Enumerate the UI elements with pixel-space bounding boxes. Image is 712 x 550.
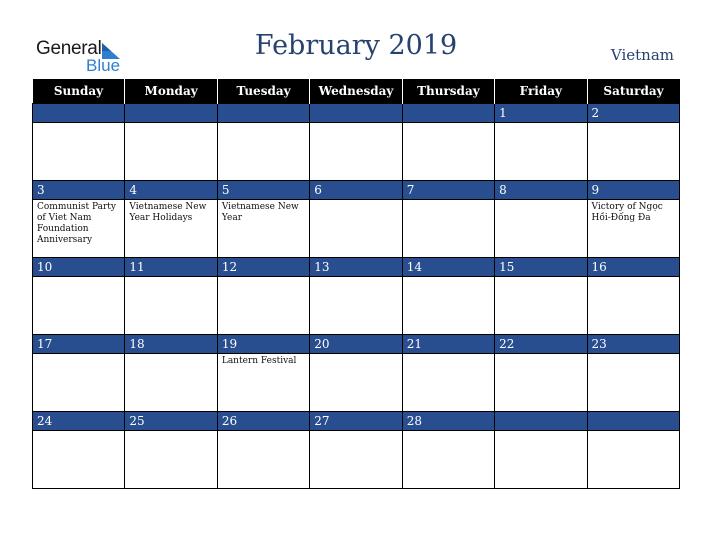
day-number: 3 (33, 181, 124, 200)
weekday-saturday: Saturday (587, 79, 679, 104)
calendar-day-cell[interactable] (33, 181, 125, 258)
holiday-label (218, 123, 309, 125)
weekday-sunday: Sunday (33, 79, 125, 104)
day-number: 2 (588, 104, 679, 123)
calendar-day-cell[interactable] (402, 412, 494, 489)
day-number: 10 (33, 258, 124, 277)
day-number: 4 (125, 181, 216, 200)
calendar-day-cell[interactable] (310, 335, 402, 412)
weekday-friday: Friday (495, 79, 587, 104)
holiday-label (125, 431, 216, 433)
page-title: February 2019 (254, 30, 458, 61)
calendar-day-cell[interactable] (217, 181, 309, 258)
day-number: 6 (310, 181, 401, 200)
holiday-label (495, 277, 586, 279)
calendar-day-cell[interactable] (125, 258, 217, 335)
day-number: 23 (588, 335, 679, 354)
calendar-day-cell[interactable] (125, 181, 217, 258)
day-number (403, 104, 494, 123)
calendar-week-row (33, 258, 680, 335)
weekday-wednesday: Wednesday (310, 79, 402, 104)
holiday-label (218, 431, 309, 433)
holiday-label (495, 200, 586, 202)
day-number (495, 412, 586, 431)
calendar-day-cell[interactable] (495, 412, 587, 489)
holiday-label (588, 431, 679, 433)
calendar-week-row (33, 335, 680, 412)
weekday-thursday: Thursday (402, 79, 494, 104)
holiday-label: Victory of Ngọc Hồi-Đống Đa (591, 202, 663, 223)
holiday-label: Lantern Festival (221, 356, 297, 366)
day-number: 24 (33, 412, 124, 431)
calendar-grid (32, 79, 680, 489)
calendar-day-cell[interactable] (587, 181, 679, 258)
holiday-label (403, 354, 494, 356)
weekday-monday: Monday (125, 79, 217, 104)
holiday-label (125, 277, 216, 279)
holiday-label (33, 277, 124, 279)
day-number: 16 (588, 258, 679, 277)
day-number: 13 (310, 258, 401, 277)
calendar-day-cell[interactable] (33, 412, 125, 489)
day-number (310, 104, 401, 123)
calendar-day-cell[interactable] (495, 335, 587, 412)
calendar-body (33, 104, 680, 489)
holiday-label (310, 431, 401, 433)
day-number: 21 (403, 335, 494, 354)
holiday-label (588, 123, 679, 125)
day-number: 5 (218, 181, 309, 200)
holiday-label (588, 354, 679, 356)
calendar-day-cell[interactable] (587, 335, 679, 412)
calendar-day-cell[interactable] (402, 258, 494, 335)
holiday-label (125, 354, 216, 356)
holiday-label (310, 354, 401, 356)
day-number: 14 (403, 258, 494, 277)
calendar-day-cell[interactable] (33, 104, 125, 181)
calendar-day-cell[interactable] (310, 104, 402, 181)
calendar-week-row (33, 412, 680, 489)
holiday-label (33, 431, 124, 433)
day-number: 19 (218, 335, 309, 354)
day-number: 28 (403, 412, 494, 431)
holiday-label (125, 123, 216, 125)
logo-text-general: General (36, 38, 102, 59)
calendar-day-cell[interactable] (587, 104, 679, 181)
day-number: 17 (33, 335, 124, 354)
holiday-label (403, 200, 494, 202)
calendar-day-cell[interactable] (495, 258, 587, 335)
holiday-label (310, 277, 401, 279)
calendar-day-cell[interactable] (217, 258, 309, 335)
holiday-label (495, 354, 586, 356)
weekday-tuesday: Tuesday (217, 79, 309, 104)
day-number: 1 (495, 104, 586, 123)
calendar-day-cell[interactable] (217, 335, 309, 412)
day-number: 20 (310, 335, 401, 354)
calendar-day-cell[interactable] (217, 104, 309, 181)
day-number: 27 (310, 412, 401, 431)
holiday-label (495, 431, 586, 433)
holiday-label (403, 431, 494, 433)
holiday-label: Vietnamese New Year Holidays (129, 202, 207, 223)
holiday-label (403, 123, 494, 125)
day-number: 11 (125, 258, 216, 277)
holiday-label (310, 123, 401, 125)
calendar-day-cell[interactable] (125, 412, 217, 489)
day-number: 26 (218, 412, 309, 431)
holiday-label (495, 123, 586, 125)
day-number: 25 (125, 412, 216, 431)
day-number: 8 (495, 181, 586, 200)
day-number: 9 (588, 181, 679, 200)
calendar-day-cell[interactable] (587, 258, 679, 335)
day-number (125, 104, 216, 123)
logo-text-blue: Blue (86, 56, 121, 75)
day-number: 12 (218, 258, 309, 277)
holiday-label: Communist Party of Viet Nam Foundation Anniversary (37, 202, 116, 245)
calendar-day-cell[interactable] (402, 104, 494, 181)
day-number (218, 104, 309, 123)
day-number: 18 (125, 335, 216, 354)
calendar-day-cell[interactable] (310, 258, 402, 335)
calendar-day-cell[interactable] (495, 104, 587, 181)
country-label: Vietnam (610, 46, 674, 64)
weekday-header-row (33, 79, 680, 104)
holiday-label (403, 277, 494, 279)
calendar-day-cell[interactable] (402, 335, 494, 412)
calendar-day-cell[interactable] (33, 335, 125, 412)
calendar-day-cell[interactable] (587, 412, 679, 489)
calendar-day-cell[interactable] (217, 412, 309, 489)
day-number: 15 (495, 258, 586, 277)
day-number (588, 412, 679, 431)
day-number: 7 (403, 181, 494, 200)
calendar-day-cell[interactable] (33, 258, 125, 335)
calendar-day-cell[interactable] (402, 181, 494, 258)
holiday-label (218, 277, 309, 279)
holiday-label (33, 123, 124, 125)
calendar-day-cell[interactable] (125, 104, 217, 181)
holiday-label (33, 354, 124, 356)
day-number (33, 104, 124, 123)
calendar-day-cell[interactable] (310, 412, 402, 489)
calendar-day-cell[interactable] (125, 335, 217, 412)
calendar-week-row (33, 181, 680, 258)
calendar-week-row (33, 104, 680, 181)
holiday-label (310, 200, 401, 202)
holiday-label (588, 277, 679, 279)
calendar-day-cell[interactable] (495, 181, 587, 258)
day-number: 22 (495, 335, 586, 354)
calendar-day-cell[interactable] (310, 181, 402, 258)
holiday-label: Vietnamese New Year (221, 202, 299, 223)
